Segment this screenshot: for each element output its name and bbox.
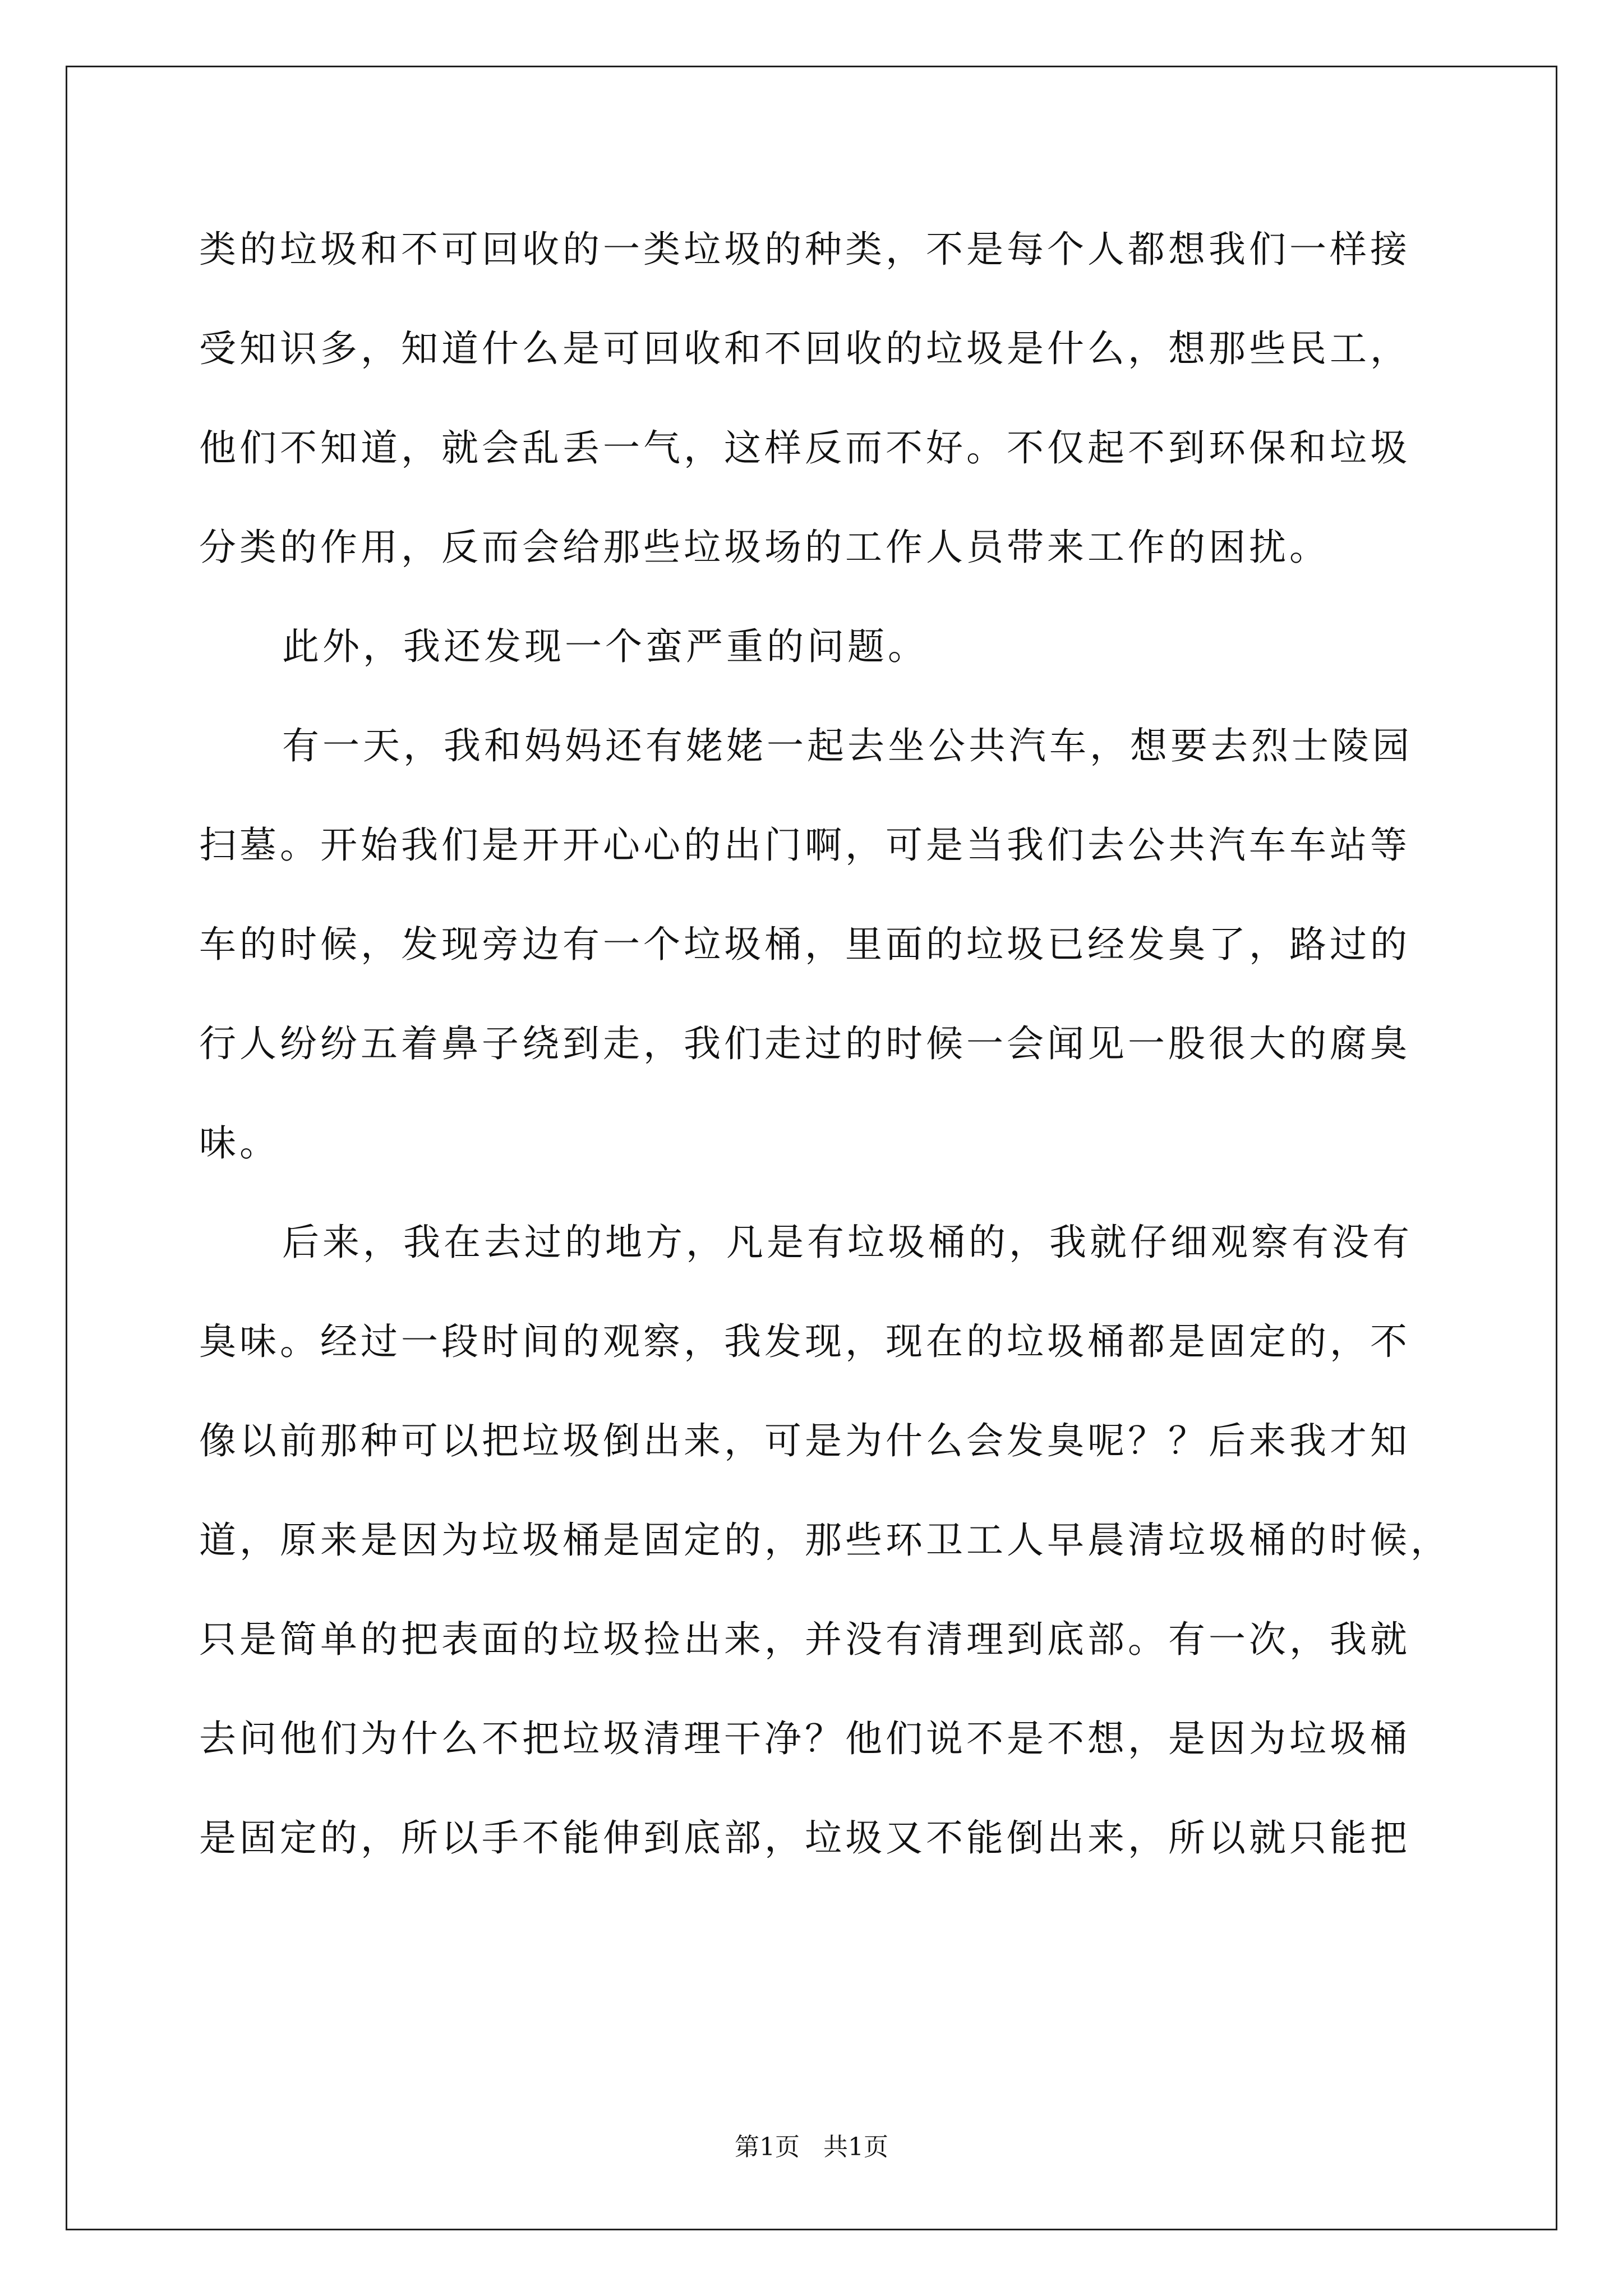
text-line: 他们不知道，就会乱丢一气，这样反而不好。不仅起不到环保和垃圾 <box>199 426 1410 470</box>
text-line: 行人纷纷五着鼻子绕到走，我们走过的时候一会闻见一股很大的腐臭 <box>199 1022 1410 1065</box>
text-line: 臭味。经过一段时间的观察，我发现，现在的垃圾桶都是固定的，不 <box>199 1320 1410 1363</box>
paragraph-first-line: 此外，我还发现一个蛮严重的问题。 <box>282 625 928 668</box>
text-line: 车的时候，发现旁边有一个垃圾桶，里面的垃圾已经发臭了，路过的 <box>199 923 1410 966</box>
text-line: 分类的作用，反而会给那些垃圾场的工作人员带来工作的困扰。 <box>199 526 1330 569</box>
text-line: 道，原来是因为垃圾桶是固定的，那些环卫工人早晨清垃圾桶的时候， <box>199 1519 1451 1562</box>
text-line: 只是简单的把表面的垃圾捡出来，并没有清理到底部。有一次，我就 <box>199 1618 1410 1661</box>
page-frame <box>66 66 1557 2230</box>
paragraph-first-line: 后来，我在去过的地方，凡是有垃圾桶的，我就仔细观察有没有 <box>282 1221 1413 1264</box>
text-line: 是固定的，所以手不能伸到底部，垃圾又不能倒出来，所以就只能把 <box>199 1816 1410 1860</box>
text-line: 扫墓。开始我们是开开心心的出门啊，可是当我们去公共汽车车站等 <box>199 823 1410 867</box>
text-line: 受知识多，知道什么是可回收和不回收的垃圾是什么，想那些民工， <box>199 327 1410 370</box>
text-line: 去问他们为什么不把垃圾清理干净？他们说不是不想，是因为垃圾桶 <box>199 1717 1410 1760</box>
text-line: 味。 <box>199 1121 280 1165</box>
page-number-footer: 第1页 共1页 <box>735 2133 888 2161</box>
paragraph-first-line: 有一天，我和妈妈还有姥姥一起去坐公共汽车，想要去烈士陵园 <box>282 724 1413 767</box>
text-line: 像以前那种可以把垃圾倒出来，可是为什么会发臭呢？？后来我才知 <box>199 1419 1410 1462</box>
text-line: 类的垃圾和不可回收的一类垃圾的种类，不是每个人都想我们一样接 <box>199 228 1410 271</box>
